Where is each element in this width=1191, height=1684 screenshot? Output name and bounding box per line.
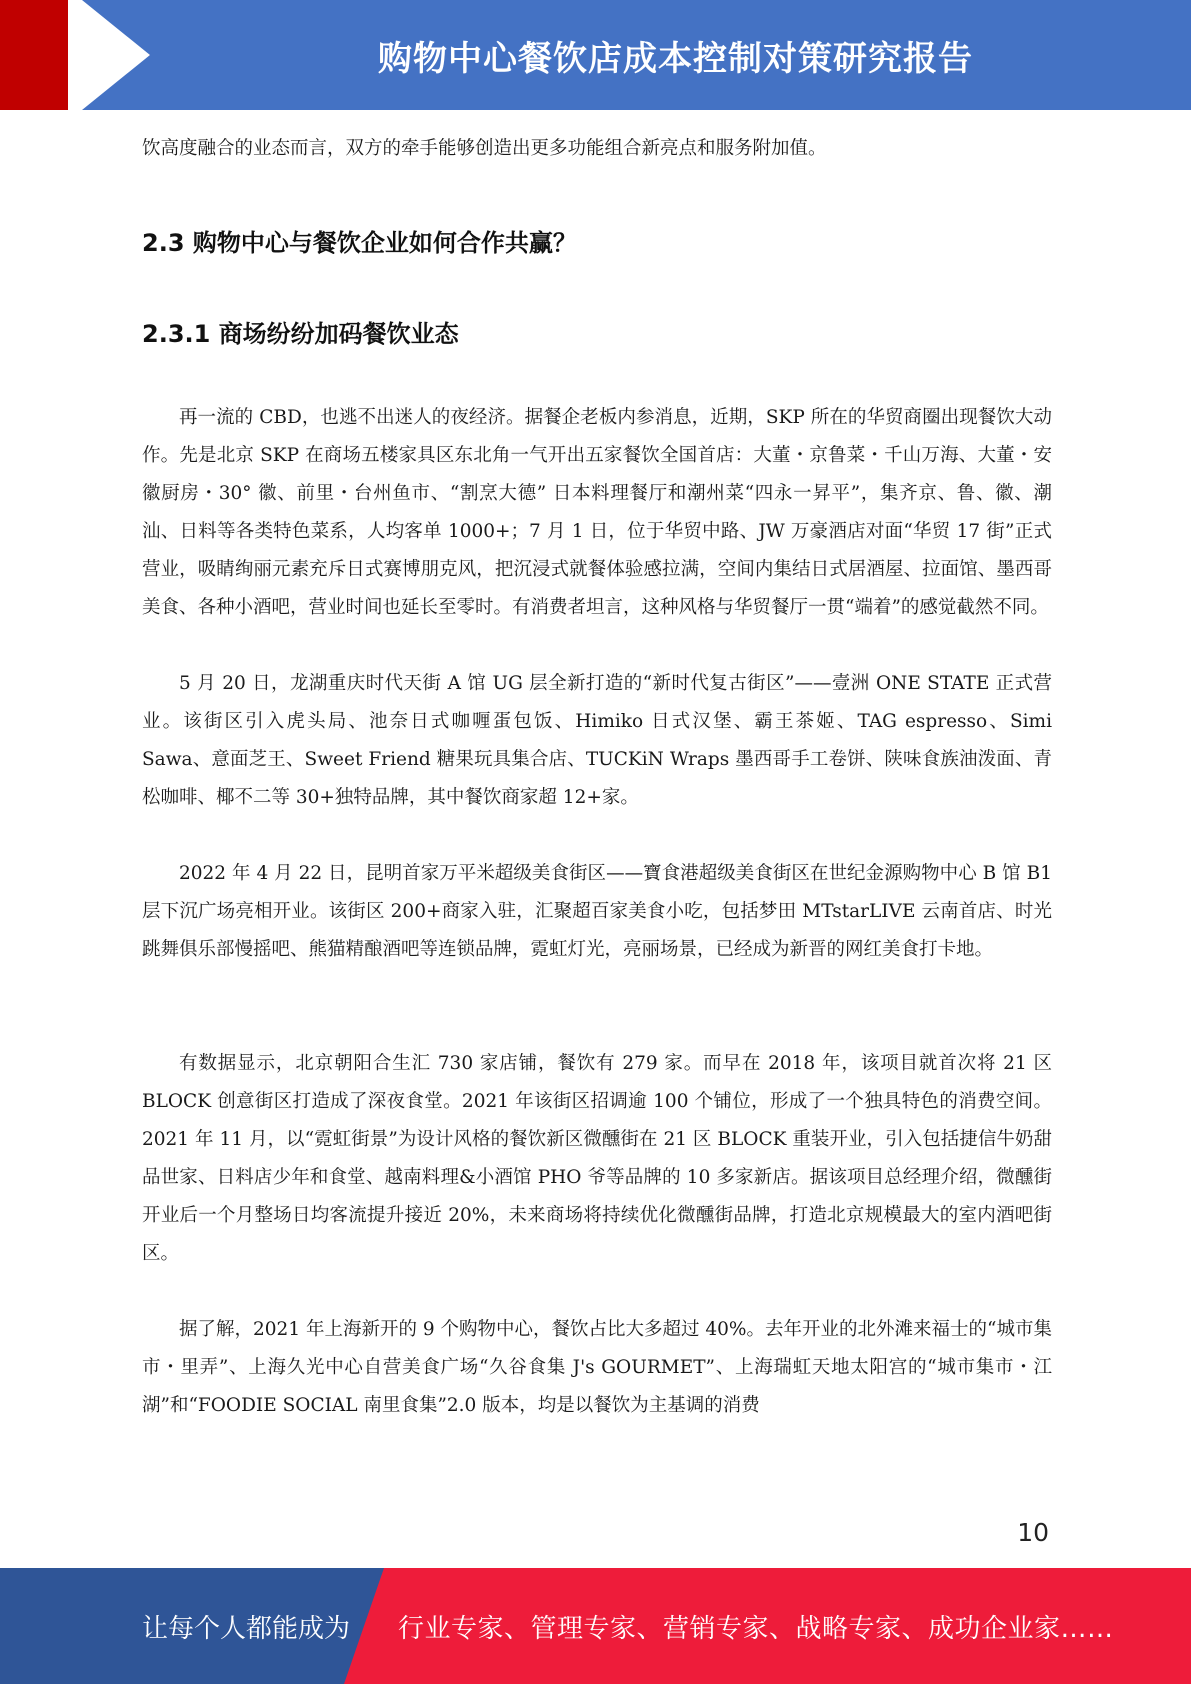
paragraph-hesheng: 有数据显示，北京朝阳合生汇 730 家店铺，餐饮有 279 家。而早在 2018 年，该项目就首次将 21 区 BLOCK 创意街区打造成了深夜食堂。2021 年该街区招调逾 100 个铺位，形成了一个独具特色的消费空间。2021 年 11 月，以“霓虹街景”为设计风格的餐饮新区微醺街在 21 区 BLOCK 重装开业，引入包括捷信牛奶甜品世家、日料店少年和食堂、越南料理&小酒馆 PHO 爷等品牌的 10 多家新店。据该项目总经理介绍，微醺街开业后一个月整场日均客流提升接近 20%，未来商场将持续优化微醺街品牌，打造北京规模最大的室内酒吧街区。 — [142, 1053, 1058, 1264]
paragraph-shanghai: 据了解，2021 年上海新开的 9 个购物中心，餐饮占比大多超过 40%。去年开业的北外滩来福士的“城市集市・里弄”、上海久光中心自营美食广场“久谷食集 J's GOURMET”、上海瑞虹天地太阳宫的“城市集市・江湖”和“FOODIE SOCIAL 南里食集”2.0 版本，均是以餐饮为主基调的消费 — [142, 1319, 1052, 1416]
footer-slogan-left: 让每个人都能成为 — [142, 1613, 351, 1644]
page-header — [0, 0, 1191, 110]
subsection-heading: 2.3.1 商场纷纷加码餐饮业态 — [142, 320, 459, 348]
footer-slogan-right: 行业专家、管理专家、营销专家、战略专家、成功企业家…… — [398, 1613, 1114, 1644]
section-heading: 2.3 购物中心与餐饮企业如何合作共赢？ — [142, 229, 577, 257]
page-content — [142, 130, 1058, 1425]
page-number: 10 — [1017, 1518, 1049, 1547]
page-footer — [0, 1568, 1191, 1684]
paragraph-longhu: 5 月 20 日，龙湖重庆时代天街 A 馆 UG 层全新打造的“新时代复古街区”——壹洲 ONE STATE 正式营业。该街区引入虎头局、池奈日式咖喱蛋包饭、Himiko 日式汉堡、霸王茶姬、TAG espresso、Simi Sawa、意面芝王、Sweet Friend 糖果玩具集合店、TUCKiN Wraps 墨西哥手工卷饼、陕味食族油泼面、青松咖啡、椰不二等 30+独特品牌，其中餐饮商家超 12+家。 — [142, 673, 1058, 808]
paragraph-skp: 再一流的 CBD，也逃不出迷人的夜经济。据餐企老板内参消息，近期，SKP 所在的华贸商圈出现餐饮大动作。先是北京 SKP 在商场五楼家具区东北角一气开出五家餐饮全国首店：大董・京鲁菜・千山万海、大董・安徽厨房・30° 徽、前里・台州鱼市、“割烹大德” 日本料理餐厅和潮州菜“四永一昇平”，集齐京、鲁、徽、潮汕、日料等各类特色菜系，人均客单 1000+；7 月 1 日，位于华贸中路、JW 万豪酒店对面“华贸 17 街”正式营业，吸睛绚丽元素充斥日式赛博朋克风，把沉浸式就餐体验感拉满，空间内集结日式居酒屋、拉面馆、墨西哥美食、各种小酒吧，营业时间也延长至零时。有消费者坦言，这种风格与华贸餐厅一贯“端着”的感觉截然不同。 — [142, 407, 1052, 618]
paragraph-kunming: 2022 年 4 月 22 日，昆明首家万平米超级美食街区——寶食港超级美食街区在世纪金源购物中心 B 馆 B1 层下沉广场亮相开业。该街区 200+商家入驻，汇聚超百家美食小吃，包括梦田 MTstarLIVE 云南首店、时光跳舞俱乐部慢摇吧、熊猫精酿酒吧等连锁品牌，霓虹灯光，亮丽场景，已经成为新晋的网红美食打卡地。 — [142, 863, 1058, 960]
report-title: 购物中心餐饮店成本控制对策研究报告 — [378, 38, 973, 79]
intro-paragraph: 饮高度融合的业态而言，双方的牵手能够创造出更多功能组合新亮点和服务附加值。 — [142, 138, 827, 159]
